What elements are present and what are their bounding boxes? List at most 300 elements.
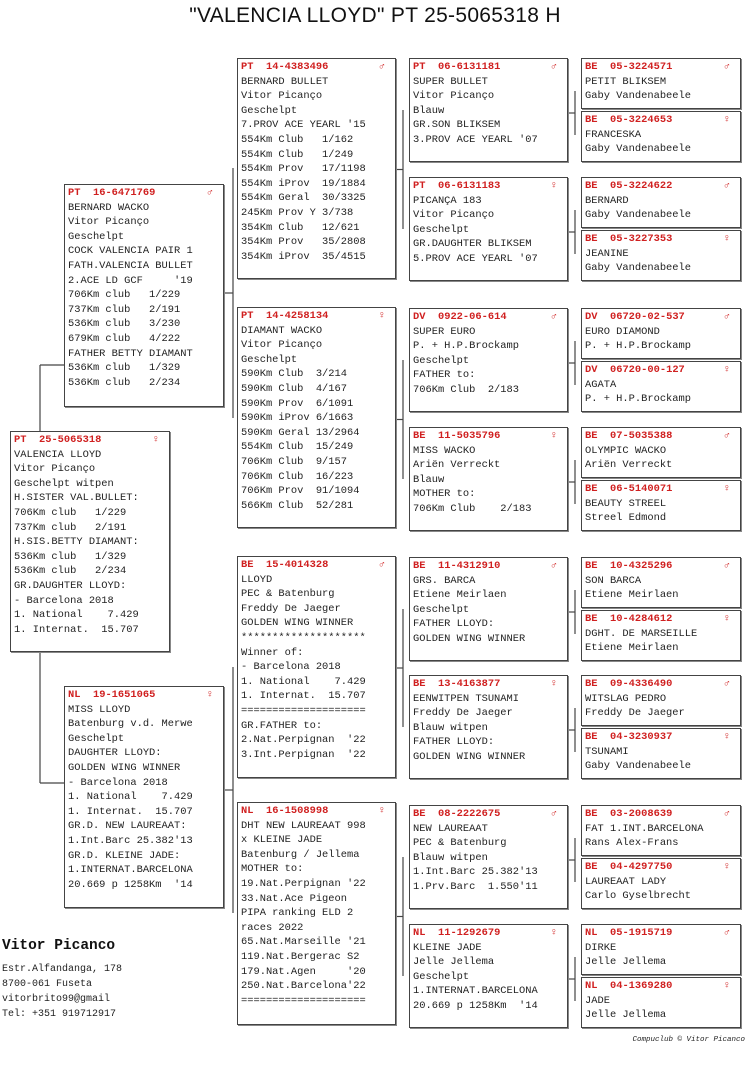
- female-icon: ♀: [723, 731, 730, 743]
- info-line: Winner of:: [241, 646, 304, 659]
- ring-number: 03-2008639: [609, 808, 673, 820]
- info-line: Gaby Vandenabeele: [585, 143, 692, 156]
- info-line: Gaby Vandenabeele: [585, 262, 692, 275]
- info-line: 706Km Club 16/223: [241, 470, 354, 483]
- info-line: 706Km Club 2/183: [413, 502, 532, 515]
- ring-header: [14, 433, 169, 448]
- info-line: 1.Int.Barc 25.382'13: [68, 834, 193, 847]
- info-line: 33.Nat.Ace Pigeon: [241, 892, 348, 905]
- pigeon-subject: [10, 431, 170, 652]
- info-line: Blauw: [413, 473, 445, 486]
- info-line: 19.Nat.Perpignan '22: [241, 877, 366, 890]
- info-line: Carlo Gyselbrecht: [585, 890, 692, 903]
- female-icon: ♀: [550, 927, 557, 939]
- info-line: 554Km Club 1/249: [241, 148, 354, 161]
- info-line: GOLDEN WING WINNER: [68, 761, 181, 774]
- info-line: Vitor Picanço: [413, 209, 495, 222]
- male-icon: ♂: [723, 311, 730, 323]
- info-line: MOTHER to:: [241, 863, 304, 876]
- female-icon: ♀: [378, 805, 385, 817]
- pigeon-gen5: [581, 58, 741, 109]
- ring-number: 05-3224622: [609, 180, 673, 192]
- info-line: Vitor Picanço: [413, 90, 495, 103]
- country-code: PT: [413, 61, 426, 73]
- pigeon-name: JEANINE: [585, 247, 629, 260]
- pigeon-name: MISS LLOYD: [68, 703, 131, 716]
- info-line: 3.Int.Perpignan '22: [241, 748, 366, 761]
- male-icon: ♂: [206, 187, 213, 199]
- ring-header: [413, 926, 567, 941]
- pigeon-gen4: [409, 427, 568, 531]
- info-line: GR.SON BLIKSEM: [413, 119, 501, 132]
- info-line: 706Km Prov 91/1094: [241, 485, 360, 498]
- pigeon-name: SUPER BULLET: [413, 75, 488, 88]
- pigeon-name: BERNARD WACKO: [68, 201, 150, 214]
- ring-header: [585, 559, 740, 574]
- ring-number: 11-1292679: [437, 927, 501, 939]
- info-line: MOTHER to:: [413, 488, 476, 501]
- info-line: Vitor Picanço: [14, 463, 96, 476]
- ring-number: 08-2222675: [437, 808, 501, 820]
- info-line: ********************: [241, 631, 366, 644]
- info-line: 536Km club 1/329: [68, 362, 181, 375]
- info-line: - Barcelona 2018: [68, 776, 168, 789]
- pigeon-gen4: [409, 924, 568, 1028]
- info-line: 7.PROV ACE YEARL '15: [241, 119, 366, 132]
- pigeon-name: DGHT. DE MARSEILLE: [585, 627, 698, 640]
- male-icon: ♂: [723, 180, 730, 192]
- male-icon: ♂: [550, 61, 557, 73]
- country-code: DV: [585, 364, 598, 376]
- info-line: 5.PROV ACE YEARL '07: [413, 252, 538, 265]
- male-icon: ♂: [378, 61, 385, 73]
- female-icon: ♀: [550, 678, 557, 690]
- pigeon-name: PICANÇA 183: [413, 194, 482, 207]
- info-line: Vitor Picanço: [241, 339, 323, 352]
- female-icon: ♀: [723, 861, 730, 873]
- female-icon: ♀: [206, 689, 213, 701]
- info-line: GOLDEN WING WINNER: [413, 632, 526, 645]
- ring-number: 11-4312910: [437, 560, 501, 572]
- ring-header: [585, 363, 740, 378]
- info-line: 119.Nat.Bergerac S2: [241, 950, 360, 963]
- info-line: Geschelpt: [241, 104, 298, 117]
- ring-header: [585, 807, 740, 822]
- ring-number: 04-3230937: [609, 731, 673, 743]
- info-line: Batenburg / Jellema: [241, 848, 360, 861]
- info-line: GR.D. NEW LAUREAAT:: [68, 820, 187, 833]
- male-icon: ♂: [723, 61, 730, 73]
- info-line: 179.Nat.Agen '20: [241, 965, 366, 978]
- male-icon: ♂: [378, 559, 385, 571]
- info-line: 354Km iProv 35/4515: [241, 250, 366, 263]
- pigeon-gen5: [581, 977, 741, 1028]
- pigeon-gen4: [409, 805, 568, 909]
- info-line: 1. Internat. 15.707: [68, 805, 193, 818]
- pigeon-gen3: [237, 307, 396, 528]
- pigeon-gen5: [581, 805, 741, 856]
- country-code: BE: [413, 560, 426, 572]
- info-line: Geschelpt witpen: [14, 477, 114, 490]
- pigeon-name: OLYMPIC WACKO: [585, 444, 667, 457]
- info-line: Gaby Vandenabeele: [585, 760, 692, 773]
- info-line: 706Km Club 9/157: [241, 455, 348, 468]
- country-code: PT: [241, 61, 254, 73]
- info-line: Blauw: [413, 104, 445, 117]
- pigeon-gen5: [581, 427, 741, 478]
- info-line: Geschelpt: [68, 732, 125, 745]
- pigeon-gen4: [409, 675, 568, 779]
- country-code: NL: [413, 927, 426, 939]
- pigeon-gen5: [581, 361, 741, 412]
- info-line: Gaby Vandenabeele: [585, 90, 692, 103]
- country-code: PT: [68, 187, 81, 199]
- ring-number: 04-1369280: [609, 980, 673, 992]
- owner-address-street: Estr.Alfandanga, 178: [2, 964, 123, 975]
- info-line: 1. Internat. 15.707: [14, 623, 139, 636]
- pigeon-gen5: [581, 480, 741, 531]
- ring-number: 16-6471769: [92, 187, 156, 199]
- info-line: 554Km Geral 30/3325: [241, 192, 366, 205]
- info-line: Jelle Jellema: [413, 956, 495, 969]
- male-icon: ♂: [550, 560, 557, 572]
- country-code: BE: [585, 560, 598, 572]
- ring-number: 0922-06-614: [437, 311, 507, 323]
- ring-number: 14-4383496: [265, 61, 329, 73]
- info-line: 590Km Club 4/167: [241, 382, 348, 395]
- info-line: H.SISTER VAL.BULLET:: [14, 492, 139, 505]
- pigeon-name: BERNARD BULLET: [241, 75, 329, 88]
- ring-number: 06-6131183: [437, 180, 501, 192]
- pigeon-gen4: [409, 177, 568, 281]
- country-code: BE: [585, 483, 598, 495]
- ring-number: 09-4336490: [609, 678, 673, 690]
- info-line: 3.PROV ACE YEARL '07: [413, 133, 538, 146]
- info-line: 250.Nat.Barcelona'22: [241, 980, 366, 993]
- pigeon-name: JADE: [585, 994, 610, 1007]
- ring-header: [585, 113, 740, 128]
- info-line: GR.DAUGHTER BLIKSEM: [413, 238, 532, 251]
- info-line: Gaby Vandenabeele: [585, 209, 692, 222]
- info-line: Geschelpt: [413, 970, 470, 983]
- pigeon-name: PETIT BLIKSEM: [585, 75, 667, 88]
- country-code: BE: [585, 808, 598, 820]
- pigeon-name: LLOYD: [241, 573, 273, 586]
- pigeon-name: FAT 1.INT.BARCELONA: [585, 822, 704, 835]
- info-line: 536Km club 1/329: [14, 550, 127, 563]
- ring-number: 06-5140071: [609, 483, 673, 495]
- male-icon: ♂: [723, 927, 730, 939]
- pedigree-title: "VALENCIA LLOYD" PT 25-5065318 H: [189, 4, 561, 27]
- pigeon-gen5: [581, 610, 741, 661]
- ring-header: [585, 926, 740, 941]
- info-line: PEC & Batenburg: [241, 588, 335, 601]
- pigeon-gen5: [581, 177, 741, 228]
- info-line: 554Km iProv 19/1884: [241, 177, 366, 190]
- female-icon: ♀: [723, 114, 730, 126]
- info-line: 1.Prv.Barc 1.550'11: [413, 880, 538, 893]
- info-line: 706Km club 1/229: [68, 289, 181, 302]
- info-line: Rans Alex-Frans: [585, 837, 679, 850]
- pigeon-name: VALENCIA LLOYD: [14, 448, 102, 461]
- ring-header: [585, 429, 740, 444]
- ring-number: 05-1915719: [609, 927, 673, 939]
- country-code: BE: [585, 678, 598, 690]
- pigeon-gen5: [581, 858, 741, 909]
- ring-number: 06-6131181: [437, 61, 501, 73]
- pigeon-name: TSUNAMI: [585, 745, 629, 758]
- pigeon-gen4: [409, 308, 568, 412]
- info-line: FATHER LLOYD:: [413, 736, 495, 749]
- info-line: 20.669 p 1258Km '14: [413, 999, 538, 1012]
- country-code: BE: [585, 114, 598, 126]
- ring-header: [585, 482, 740, 497]
- info-line: COCK VALENCIA PAIR 1: [68, 245, 193, 258]
- country-code: BE: [413, 430, 426, 442]
- country-code: PT: [14, 434, 27, 446]
- info-line: 65.Nat.Marseille '21: [241, 936, 366, 949]
- info-line: Geschelpt: [413, 223, 470, 236]
- info-line: 20.669 p 1258Km '14: [68, 878, 193, 891]
- info-line: PIPA ranking ELD 2: [241, 907, 354, 920]
- ring-number: 15-4014328: [265, 559, 329, 571]
- pigeon-name: DIRKE: [585, 941, 617, 954]
- ring-number: 16-1508998: [265, 805, 329, 817]
- female-icon: ♀: [723, 364, 730, 376]
- ring-header: [585, 60, 740, 75]
- country-code: BE: [413, 678, 426, 690]
- country-code: NL: [68, 689, 81, 701]
- pigeon-gen5: [581, 230, 741, 281]
- info-line: 1.INTERNAT.BARCELONA: [413, 985, 538, 998]
- pigeon-name: DIAMANT WACKO: [241, 324, 323, 337]
- country-code: DV: [585, 311, 598, 323]
- info-line: 590Km iProv 6/1663: [241, 412, 354, 425]
- info-line: Vitor Picanço: [68, 216, 150, 229]
- info-line: FATH.VALENCIA BULLET: [68, 259, 193, 272]
- info-line: 679Km club 4/222: [68, 332, 181, 345]
- owner-phone: Tel: +351 919712917: [2, 1009, 117, 1020]
- info-line: 554Km Club 15/249: [241, 441, 354, 454]
- ring-number: 04-4297750: [609, 861, 673, 873]
- info-line: 706Km Club 2/183: [413, 383, 520, 396]
- pigeon-gen5: [581, 924, 741, 975]
- ring-header: [585, 730, 740, 745]
- country-code: BE: [585, 233, 598, 245]
- pigeon-name: NEW LAUREAAT: [413, 822, 488, 835]
- ring-header: [585, 612, 740, 627]
- info-line: 2.ACE LD GCF '19: [68, 274, 193, 287]
- owner-info: [2, 938, 122, 1022]
- info-line: Freddy De Jaeger: [241, 602, 341, 615]
- ring-header: [585, 310, 740, 325]
- ring-header: [585, 677, 740, 692]
- pigeon-name: BEAUTY STREEL: [585, 497, 667, 510]
- country-code: BE: [241, 559, 254, 571]
- info-line: 590Km Prov 6/1091: [241, 397, 354, 410]
- ring-header: [241, 309, 395, 324]
- info-line: Geschelpt: [413, 354, 470, 367]
- info-line: 590Km Geral 13/2964: [241, 426, 360, 439]
- info-line: Blauw witpen: [413, 851, 488, 864]
- info-line: 536Km club 2/234: [14, 565, 127, 578]
- info-line: 1.INTERNAT.BARCELONA: [68, 864, 193, 877]
- info-line: GOLDEN WING WINNER: [413, 750, 526, 763]
- info-line: GR.D. KLEINE JADE:: [68, 849, 181, 862]
- info-line: 554Km Prov 17/1198: [241, 163, 366, 176]
- country-code: BE: [585, 61, 598, 73]
- country-code: BE: [585, 613, 598, 625]
- info-line: races 2022: [241, 921, 304, 934]
- ring-header: [241, 558, 395, 573]
- ring-number: 19-1651065: [92, 689, 156, 701]
- info-line: Freddy De Jaeger: [585, 707, 685, 720]
- pigeon-gen3: [237, 556, 396, 778]
- info-line: PEC & Batenburg: [413, 837, 507, 850]
- info-line: Jelle Jellema: [585, 956, 667, 969]
- ring-number: 06720-00-127: [609, 364, 685, 376]
- ring-number: 05-3224571: [609, 61, 673, 73]
- ring-number: 25-5065318: [38, 434, 102, 446]
- female-icon: ♀: [723, 613, 730, 625]
- pigeon-name: LAUREAAT LADY: [585, 875, 667, 888]
- info-line: Etiene Meirlaen: [585, 642, 679, 655]
- owner-email: vitorbrito99@gmail: [2, 994, 111, 1005]
- info-line: Streel Edmond: [585, 512, 667, 525]
- pigeon-gen5: [581, 557, 741, 608]
- male-icon: ♂: [723, 808, 730, 820]
- pigeon-sire: [64, 184, 224, 407]
- country-code: BE: [585, 861, 598, 873]
- ring-header: [413, 310, 567, 325]
- ring-header: [241, 804, 395, 819]
- pigeon-dam: [64, 686, 224, 908]
- info-line: P. + H.P.Brockamp: [585, 393, 692, 406]
- pigeon-name: WITSLAG PEDRO: [585, 692, 667, 705]
- ring-number: 06720-02-537: [609, 311, 685, 323]
- info-line: - Barcelona 2018: [14, 594, 114, 607]
- software-credit: Compuclub © Vitor Picanco: [632, 1036, 745, 1044]
- info-line: Geschelpt: [241, 353, 298, 366]
- ring-number: 14-4258134: [265, 310, 329, 322]
- pigeon-name: FRANCESKA: [585, 128, 642, 141]
- pigeon-name: MISS WACKO: [413, 444, 476, 457]
- info-line: 590Km Club 3/214: [241, 368, 348, 381]
- country-code: NL: [241, 805, 254, 817]
- country-code: NL: [585, 980, 598, 992]
- ring-header: [241, 60, 395, 75]
- pigeon-name: SUPER EURO: [413, 325, 476, 338]
- country-code: BE: [413, 808, 426, 820]
- ring-header: [585, 860, 740, 875]
- ring-header: [413, 807, 567, 822]
- info-line: 1. National 7.429: [14, 609, 139, 622]
- info-line: 1. National 7.429: [241, 675, 366, 688]
- country-code: BE: [585, 731, 598, 743]
- info-line: ====================: [241, 994, 366, 1007]
- info-line: 1. Internat. 15.707: [241, 690, 366, 703]
- info-line: P. + H.P.Brockamp: [585, 340, 692, 353]
- info-line: 1. National 7.429: [68, 791, 193, 804]
- info-line: Vitor Picanço: [241, 90, 323, 103]
- info-line: Geschelpt: [68, 230, 125, 243]
- info-line: 536Km club 2/234: [68, 376, 181, 389]
- info-line: FATHER BETTY DIAMANT: [68, 347, 193, 360]
- ring-header: [413, 429, 567, 444]
- info-line: Etiene Meirlaen: [413, 589, 507, 602]
- owner-name: Vitor Picanco: [2, 938, 116, 954]
- ring-header: [585, 179, 740, 194]
- ring-number: 11-5035796: [437, 430, 501, 442]
- pigeon-name: SON BARCA: [585, 574, 642, 587]
- ring-header: [68, 186, 223, 201]
- country-code: DV: [413, 311, 426, 323]
- ring-number: 05-3227353: [609, 233, 673, 245]
- info-line: 1.Int.Barc 25.382'13: [413, 866, 538, 879]
- info-line: 2.Nat.Perpignan '22: [241, 734, 366, 747]
- pigeon-gen4: [409, 58, 568, 162]
- female-icon: ♀: [723, 483, 730, 495]
- ring-header: [413, 677, 567, 692]
- info-line: x KLEINE JADE: [241, 834, 323, 847]
- country-code: BE: [585, 180, 598, 192]
- female-icon: ♀: [550, 180, 557, 192]
- pigeon-gen3: [237, 802, 396, 1025]
- ring-header: [413, 60, 567, 75]
- ring-header: [413, 179, 567, 194]
- ring-number: 05-3224653: [609, 114, 673, 126]
- male-icon: ♂: [723, 560, 730, 572]
- info-line: 554Km Club 1/162: [241, 133, 354, 146]
- female-icon: ♀: [723, 233, 730, 245]
- pigeon-gen5: [581, 675, 741, 726]
- info-line: 536Km club 3/230: [68, 318, 181, 331]
- pigeon-name: KLEINE JADE: [413, 941, 482, 954]
- info-line: Blauw witpen: [413, 721, 488, 734]
- info-line: Batenburg v.d. Merwe: [68, 718, 193, 731]
- pigeon-name: AGATA: [585, 378, 617, 391]
- female-icon: ♀: [152, 434, 159, 446]
- country-code: PT: [241, 310, 254, 322]
- country-code: NL: [585, 927, 598, 939]
- pigeon-name: DHT NEW LAUREAAT 998: [241, 819, 366, 832]
- info-line: 566Km Club 52/281: [241, 499, 354, 512]
- info-line: 245Km Prov Y 3/738: [241, 206, 354, 219]
- info-line: 737Km club 2/191: [68, 303, 181, 316]
- pigeon-gen5: [581, 728, 741, 779]
- info-line: FATHER to:: [413, 369, 476, 382]
- ring-number: 07-5035388: [609, 430, 673, 442]
- ring-header: [585, 979, 740, 994]
- info-line: ====================: [241, 704, 366, 717]
- pigeon-gen3: [237, 58, 396, 279]
- female-icon: ♀: [550, 430, 557, 442]
- ring-number: 10-4325296: [609, 560, 673, 572]
- male-icon: ♂: [550, 311, 557, 323]
- info-line: Freddy De Jaeger: [413, 707, 513, 720]
- pigeon-name: BERNARD: [585, 194, 629, 207]
- ring-header: [585, 232, 740, 247]
- female-icon: ♀: [723, 980, 730, 992]
- owner-address-city: 8700-061 Fuseta: [2, 979, 93, 990]
- info-line: Etiene Meirlaen: [585, 589, 679, 602]
- pigeon-name: EURO DIAMOND: [585, 325, 660, 338]
- ring-header: [413, 559, 567, 574]
- female-icon: ♀: [378, 310, 385, 322]
- info-line: GOLDEN WING WINNER: [241, 617, 354, 630]
- info-line: Ariën Verreckt: [413, 459, 501, 472]
- country-code: PT: [413, 180, 426, 192]
